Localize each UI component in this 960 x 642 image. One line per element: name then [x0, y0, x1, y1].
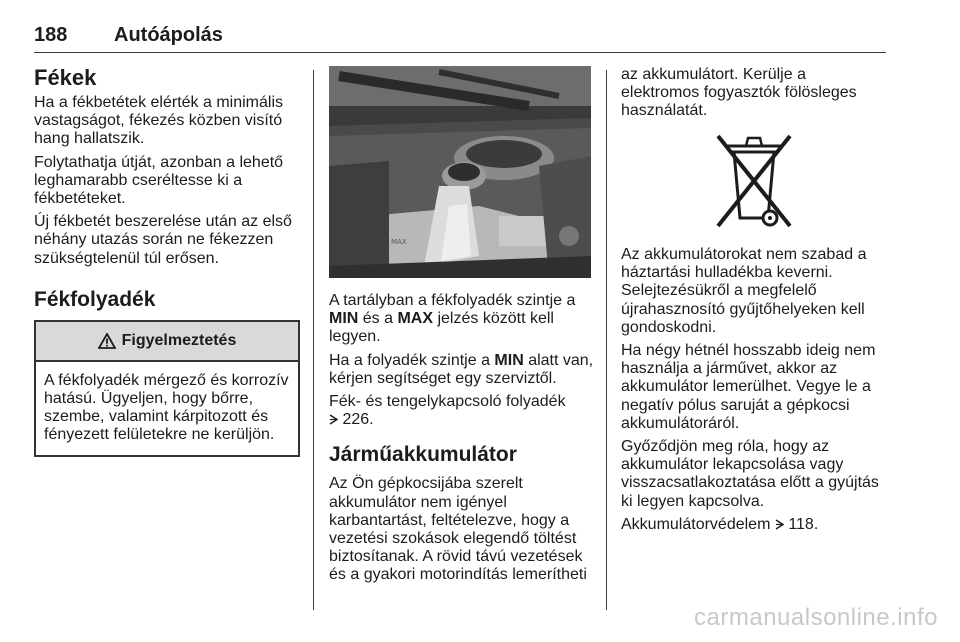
right-column-top [621, 66, 887, 126]
paragraph: Ha a fékbetétek elérték a minimális vastagságot, fékezés közben visító hang hallatszik. [34, 94, 283, 148]
page-reference[interactable]: 118. [788, 515, 819, 533]
paragraph: Ha a folyadék szintje a MIN alatt van, kérjen segítséget egy szerviztől. [329, 351, 594, 387]
warning-box [34, 320, 300, 457]
page-reference-icon [329, 414, 338, 425]
crossed-out-wheelie-bin-icon [704, 130, 804, 237]
right-column-bottom [621, 246, 887, 539]
heading-brake-fluid: Fékfolyadék [34, 287, 156, 311]
page-reference[interactable]: 226. [342, 411, 374, 429]
paragraph: Akkumulátorvédelem 118. [621, 515, 819, 533]
paragraph: az akkumulátort. Kerülje a elektromos fogyasztók fölösleges használatát. [621, 66, 857, 120]
heading-vehicle-battery: Járműakkumulátor [329, 443, 517, 467]
paragraph: A tartályban a fékfolyadék szintje a MIN és a MAX jelzés között kell legyen. [329, 292, 576, 346]
warning-text: A fékfolyadék mérgező és korrozív hatású. Ügyeljen, hogy bőrre, szembe, valamint kárpitozott és fényezett felületekre ne kerüljön. [44, 371, 289, 444]
page-header [34, 22, 886, 53]
heading-brakes: Fékek [34, 65, 97, 90]
left-column [34, 66, 302, 457]
paragraph: Ha négy hétnél hosszabb ideig nem használja a járművet, akkor az akkumulátor lemerülhet. Vegye le a negatív pólus saruját a gépkocsi akkumulátoráról. [621, 342, 876, 432]
paragraph: Az akkumulátorokat nem szabad a háztartási hulladékba keverni. Selejtezésükről a megfelelő újrahasznosító gyűjtőhelyeken kell gondoskodni. [621, 246, 867, 336]
column-divider [606, 70, 607, 610]
page-number: 188 [34, 24, 68, 46]
warning-title: Figyelmeztetés [121, 331, 237, 349]
chapter-title: Autóápolás [114, 24, 223, 46]
engine-bay-illustration [329, 66, 591, 278]
brake-fluid-reservoir-photo [329, 66, 591, 278]
column-divider [313, 70, 314, 610]
watermark: carmanualsonline.info [694, 604, 938, 631]
paragraph: Győződjön meg róla, hogy az akkumulátor lekapcsolása vagy visszacsatlakoztatása előtt a gyújtás ki legyen kapcsolva. [621, 438, 879, 510]
paragraph: Az Ön gépkocsijába szerelt akkumulátor nem igényel karbantartást, feltételezve, hogy a vezetési szokások elegendő töltést biztosítanak. A rövid távú vezetések és a gyakori motorindítás lemerítheti [329, 475, 587, 584]
paragraph: Folytathatja útját, azonban a lehető leghamarabb cseréltesse ki a fékbetéteket. [34, 153, 284, 208]
paragraph: Fék- és tengelykapcsoló folyadék 226. [329, 393, 566, 429]
max-label: MAX [391, 238, 407, 246]
warning-header [36, 322, 298, 362]
page-reference-icon [775, 519, 784, 530]
warning-triangle-icon [98, 333, 116, 349]
paragraph: Új fékbetét beszerelése után az első néhány utazás során ne fékezzen szükségtelenül túl erősen. [34, 213, 292, 267]
middle-column [329, 292, 597, 590]
